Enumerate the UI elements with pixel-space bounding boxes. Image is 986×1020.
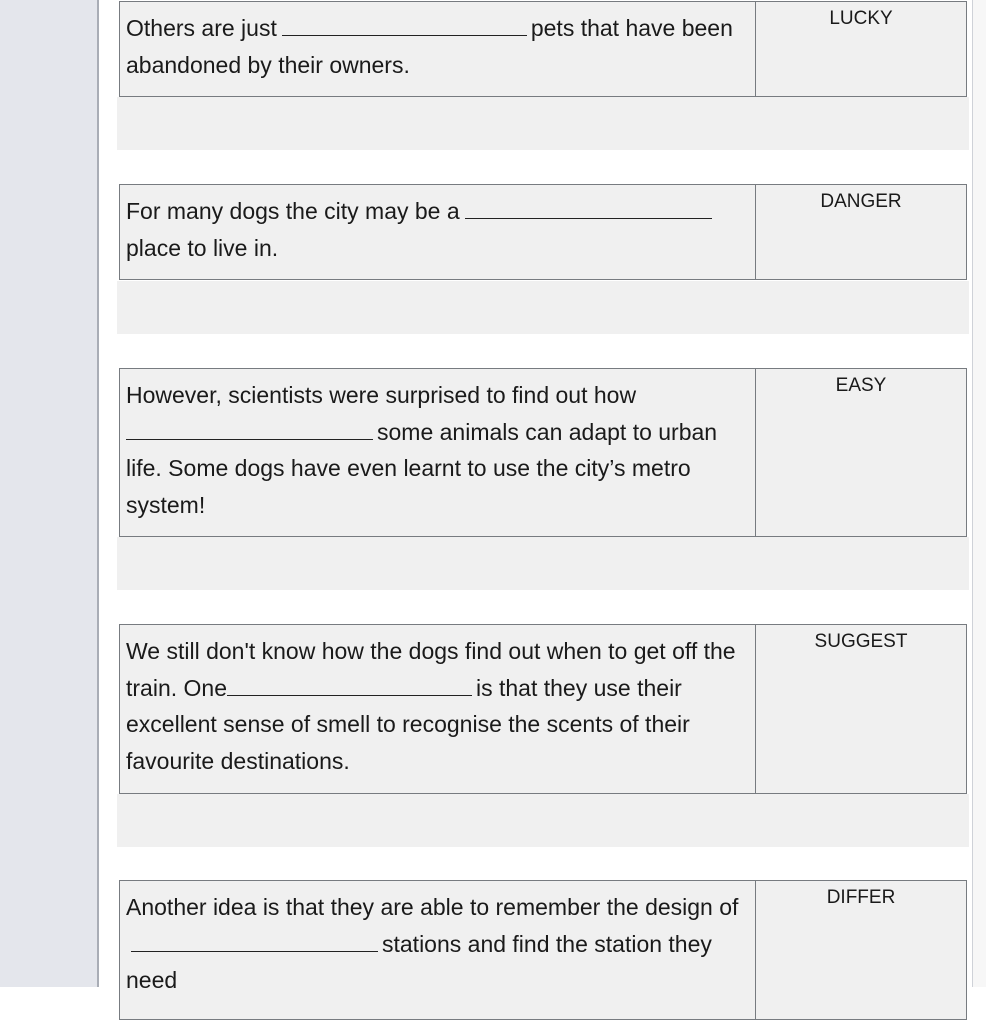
answer-blank[interactable] [131, 951, 378, 952]
word-cell [756, 2, 966, 96]
exercise-item [119, 880, 967, 1020]
sentence-cell [120, 369, 756, 536]
base-word: DANGER [820, 191, 902, 212]
sentence-text-after: place to live in. [126, 234, 279, 261]
base-word: DIFFER [826, 887, 896, 908]
sentence-text-before: Others are just [126, 15, 277, 41]
base-word: LUCKY [829, 8, 893, 29]
right-margin [973, 0, 986, 987]
sentence-cell [120, 2, 756, 96]
row-spacer [117, 537, 969, 590]
sentence-text-after: pets that have been abandoned by their owners. [126, 15, 733, 78]
exercise-item [119, 624, 967, 794]
sentence-cell [120, 625, 756, 793]
word-cell [756, 369, 966, 536]
sentence-cell [120, 881, 756, 1019]
sentence-cell [120, 185, 756, 279]
answer-blank[interactable] [227, 695, 472, 696]
exercise-item [119, 184, 967, 280]
sentence-text-after: stations and find the station they need [126, 930, 712, 994]
base-word: SUGGEST [814, 631, 908, 652]
exercise-item [119, 1, 967, 97]
left-sidebar [0, 0, 99, 987]
sentence-text-before: We still don't know how the dogs find out when to get off the train. One [126, 638, 736, 701]
base-word: EASY [835, 375, 887, 396]
sentence-text-before: However, scientists were surprised to find out how [126, 382, 637, 408]
exercise-item [119, 368, 967, 537]
word-cell [756, 881, 966, 1019]
word-cell [756, 185, 966, 279]
row-spacer [117, 281, 969, 334]
sentence-text-after: some animals can adapt to urban life. Some dogs have even learnt to use the city’s metro system! [126, 418, 718, 518]
word-cell [756, 625, 966, 793]
answer-blank[interactable] [126, 439, 373, 440]
answer-blank[interactable] [282, 35, 527, 36]
sentence-text-before: Another idea is that they are able to remember the design of [126, 894, 739, 920]
row-spacer [117, 794, 969, 847]
answer-blank[interactable] [465, 218, 712, 219]
sentence-text-before: For many dogs the city may be a [126, 198, 460, 224]
row-spacer [117, 97, 969, 150]
sentence-text-after: is that they use their excellent sense of smell to recognise the scents of their favourite destinations. [126, 674, 690, 774]
